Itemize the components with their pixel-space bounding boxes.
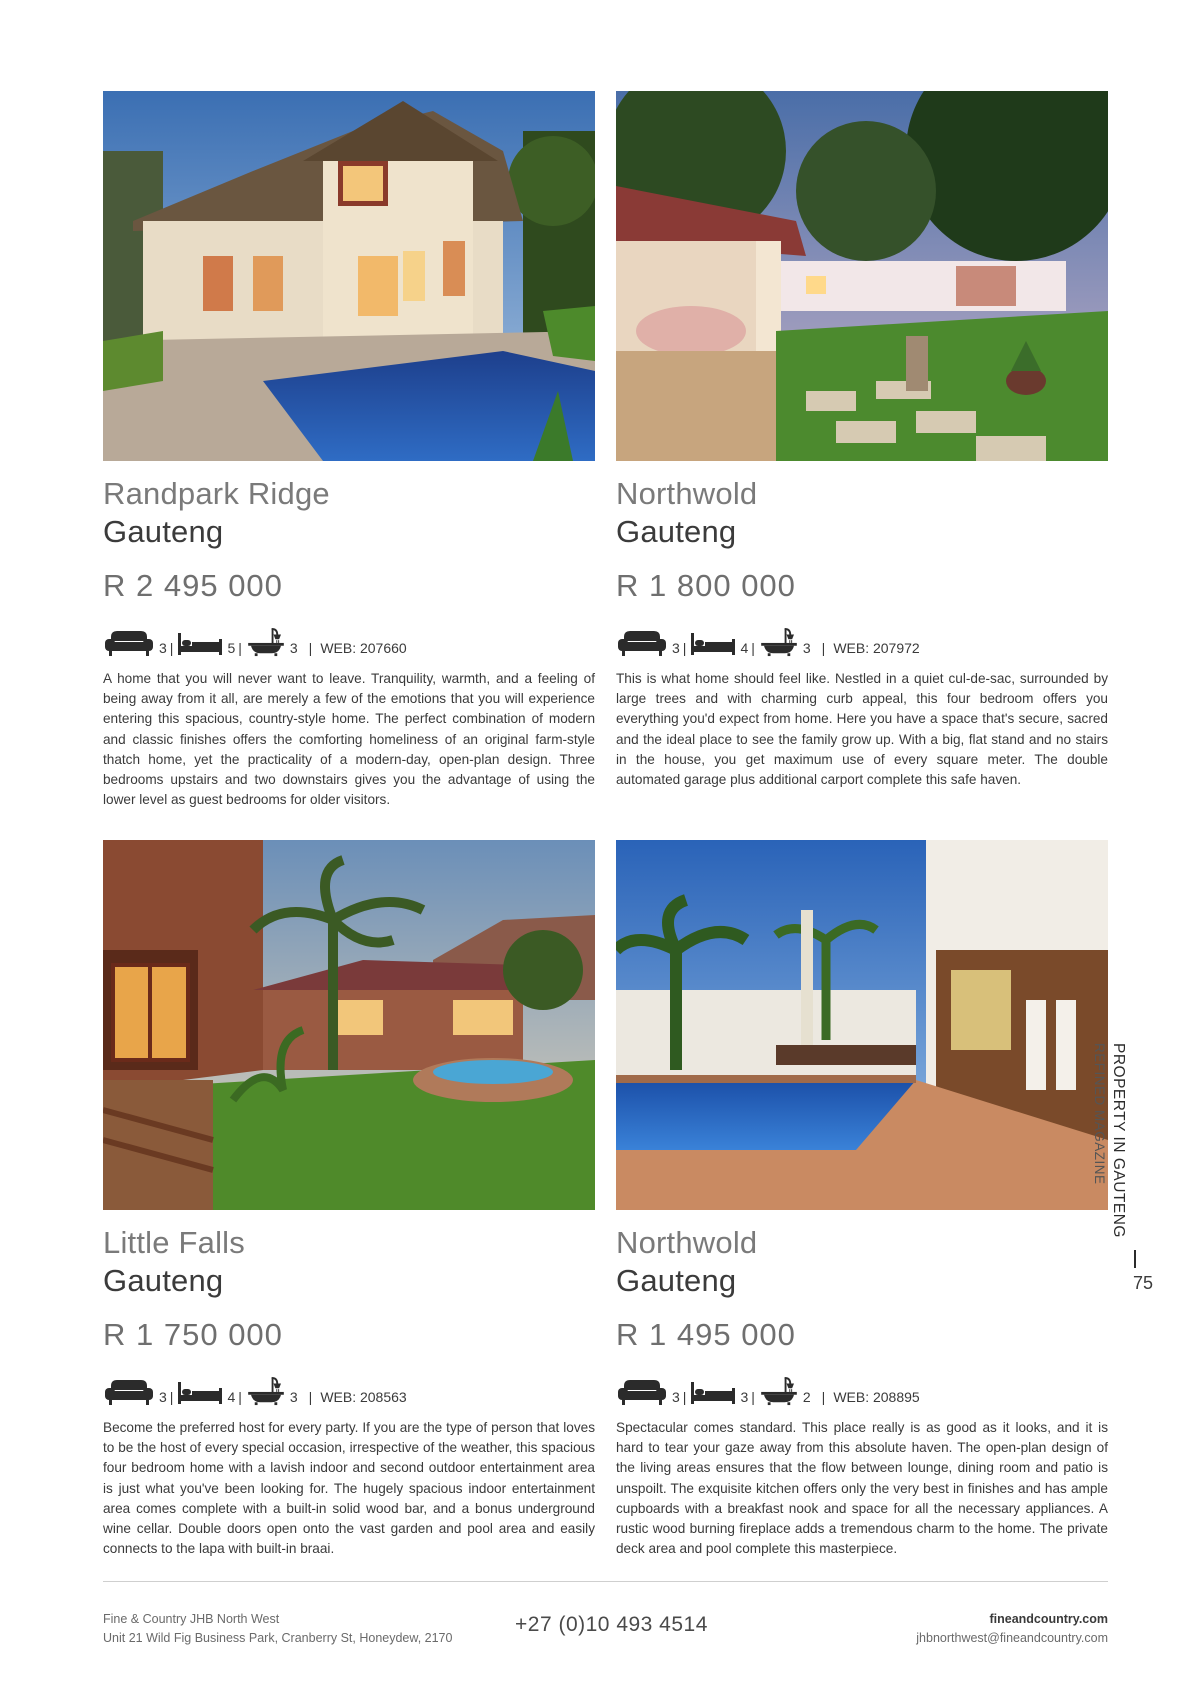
sofa-icon xyxy=(103,1376,155,1406)
separator: | xyxy=(238,640,242,656)
footer-contact xyxy=(916,1610,1108,1648)
listing-province: Gauteng xyxy=(616,1263,737,1298)
bath-icon xyxy=(246,627,286,657)
property-photo xyxy=(103,91,595,461)
magazine-name: REFINED MAGAZINE xyxy=(1092,1043,1107,1185)
listing-description: Spectacular comes standard. This place really is as good as it looks, and it is hard to tear your gaze away from this absolute haven. The open-plan design of the living areas ensures that the flow between lounge, dining room and patio is unspoilt. The exquisite kitchen offers only the very best in finishes and has ample cupboards with a breakfast nook and space for all the necessary appliances. A rustic wood burning fireplace adds a tremendous charm to the home. The private deck area and pool complete this masterpiece. xyxy=(616,1420,1108,1557)
bathroom-count: 3 xyxy=(802,640,811,656)
listing-stats xyxy=(103,625,595,657)
listing-province: Gauteng xyxy=(103,1263,224,1298)
listing-card xyxy=(103,91,595,810)
separator: | xyxy=(751,1389,755,1405)
bath-icon xyxy=(246,1376,286,1406)
listing-stats xyxy=(616,1374,1108,1406)
separator: | xyxy=(821,1389,826,1405)
section-title: PROPERTY IN GAUTENG xyxy=(1110,1043,1127,1238)
website-link: fineandcountry.com xyxy=(989,1612,1108,1626)
listing-province: Gauteng xyxy=(103,514,224,549)
listing-description: A home that you will never want to leave. Tranquility, warmth, and a feeling of being away from it all, are merely a few of the emotions that you will experience entering this spacious, country-style home. The perfect combination of modern and classic finishes offers the comforting homeliness of an original farm-style thatch home, yet the practicality of a modern-day, open-plan design. Three bedrooms upstairs and two downstairs gives you the advantage of using the lower level as guest bedrooms for older visitors. xyxy=(103,671,595,808)
sofa-icon xyxy=(616,627,668,657)
bathroom-count: 3 xyxy=(289,640,298,656)
listing-suburb: Little Falls xyxy=(103,1225,245,1260)
bed-icon xyxy=(690,627,736,657)
separator: | xyxy=(308,1389,313,1405)
listing-description: This is what home should feel like. Nestled in a quiet cul-de-sac, surrounded by large trees and with charming curb appeal, this four bedroom offers you everything you'd expect from home. Here you have a space that's secure, sacred and the ideal place to see the family grow up. With a big, flat stand and no stairs in the house, you get maximum use of every square meter. The double automated garage plus additional carport complete this safe haven. xyxy=(616,671,1108,788)
web-reference: WEB: 207972 xyxy=(833,640,920,656)
bathroom-count: 2 xyxy=(802,1389,811,1405)
side-section-label xyxy=(1090,1043,1128,1238)
listing-province: Gauteng xyxy=(616,514,737,549)
bedroom-count: 4 xyxy=(227,1389,236,1405)
web-reference: WEB: 207660 xyxy=(320,640,407,656)
listing-suburb: Randpark Ridge xyxy=(103,476,330,511)
office-name: Fine & Country JHB North West xyxy=(103,1612,280,1626)
footer-divider xyxy=(103,1581,1108,1582)
office-address: Unit 21 Wild Fig Business Park, Cranberry St, Honeydew, 2170 xyxy=(103,1631,453,1645)
bed-icon xyxy=(690,1376,736,1406)
listing-description: Become the preferred host for every party. If you are the type of person that loves to be the host of every special occasion, irrespective of the weather, this spacious four bedroom home with a lavish indoor and second outdoor entertainment area is just what you've been looking for. The hugely spacious indoor entertainment area comes complete with a built-in solid wood bar, and a bonus underground wine cellar. Double doors open onto the vast garden and pool area and easily connects to the lapa with built-in braai. xyxy=(103,1420,595,1557)
separator: | xyxy=(751,640,755,656)
web-reference: WEB: 208563 xyxy=(320,1389,407,1405)
divider xyxy=(1134,1250,1136,1268)
listing-price: R 1 495 000 xyxy=(616,1317,796,1352)
lounge-count: 3 xyxy=(672,1389,680,1405)
listing-stats xyxy=(103,1374,595,1406)
bed-icon xyxy=(177,627,223,657)
property-photo xyxy=(103,840,595,1210)
footer-phone: +27 (0)10 493 4514 xyxy=(515,1613,708,1636)
bed-icon xyxy=(177,1376,223,1406)
lounge-count: 3 xyxy=(159,640,167,656)
footer-office xyxy=(103,1610,452,1648)
bath-icon xyxy=(759,627,799,657)
separator: | xyxy=(682,1389,687,1405)
page-number: 75 xyxy=(1133,1273,1154,1293)
bedroom-count: 3 xyxy=(740,1389,749,1405)
listing-card xyxy=(103,840,595,1559)
separator: | xyxy=(821,640,826,656)
property-photo xyxy=(616,840,1108,1210)
separator: | xyxy=(169,1389,174,1405)
sofa-icon xyxy=(103,627,155,657)
lounge-count: 3 xyxy=(672,640,680,656)
bedroom-count: 4 xyxy=(740,640,749,656)
lounge-count: 3 xyxy=(159,1389,167,1405)
listing-card xyxy=(616,91,1108,790)
bath-icon xyxy=(759,1376,799,1406)
listing-price: R 1 800 000 xyxy=(616,568,796,603)
property-photo xyxy=(616,91,1108,461)
sofa-icon xyxy=(616,1376,668,1406)
email-link: jhbnorthwest@fineandcountry.com xyxy=(916,1631,1108,1645)
listing-stats xyxy=(616,625,1108,657)
listing-price: R 1 750 000 xyxy=(103,1317,283,1352)
listing-card xyxy=(616,840,1108,1559)
listing-suburb: Northwold xyxy=(616,476,758,511)
separator: | xyxy=(238,1389,242,1405)
listing-suburb: Northwold xyxy=(616,1225,758,1260)
separator: | xyxy=(169,640,174,656)
web-reference: WEB: 208895 xyxy=(833,1389,920,1405)
bathroom-count: 3 xyxy=(289,1389,298,1405)
bedroom-count: 5 xyxy=(227,640,236,656)
separator: | xyxy=(682,640,687,656)
listing-price: R 2 495 000 xyxy=(103,568,283,603)
separator: | xyxy=(308,640,313,656)
